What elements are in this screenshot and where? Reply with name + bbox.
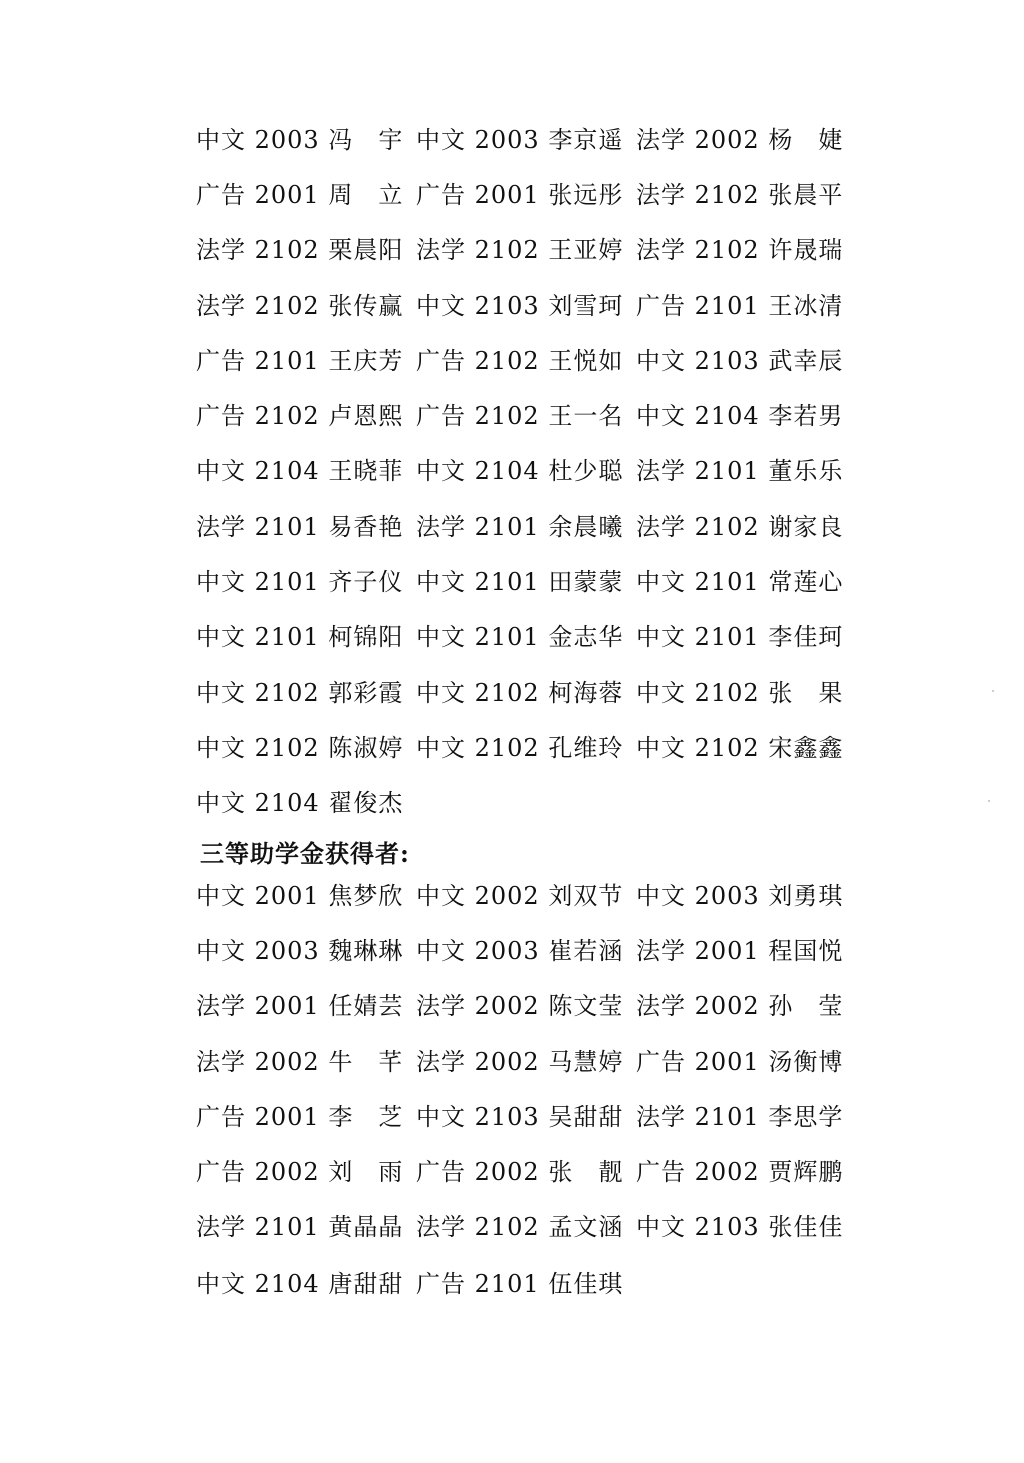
recipient-entry: 法学 2102 许晟瑞 xyxy=(636,236,844,265)
recipient-entry: 广告 2002 刘 雨 xyxy=(196,1158,404,1187)
recipient-entry: 法学 2102 张晨平 xyxy=(636,180,844,209)
recipient-entry: 中文 2102 宋鑫鑫 xyxy=(636,733,844,762)
recipient-entry: 中文 2101 柯锦阳 xyxy=(196,623,404,652)
recipient-entry: 中文 2104 唐甜甜 xyxy=(196,1270,404,1298)
recipient-entry: 法学 2101 易香艳 xyxy=(196,512,404,541)
list-row xyxy=(196,388,856,443)
list-row xyxy=(196,554,856,609)
recipient-entry: 广告 2101 王冰清 xyxy=(636,291,844,320)
recipient-entry: 中文 2103 武幸辰 xyxy=(636,346,844,375)
recipient-entry: 中文 2102 孔维玲 xyxy=(416,733,624,762)
list-row xyxy=(196,1200,856,1255)
recipient-entry: 法学 2102 张传赢 xyxy=(196,291,404,320)
recipient-entry: 中文 2104 杜少聪 xyxy=(416,457,624,486)
list-row xyxy=(196,278,856,333)
scan-speck xyxy=(988,800,990,802)
recipient-entry: 中文 2103 张佳佳 xyxy=(636,1213,844,1242)
recipient-entry: 中文 2104 李若男 xyxy=(636,402,844,431)
recipient-entry: 中文 2101 齐子仪 xyxy=(196,568,404,597)
recipient-entry: 法学 2002 杨 婕 xyxy=(636,125,844,154)
section-heading-third-class: 三等助学金获得者: xyxy=(200,839,410,868)
list-row xyxy=(196,499,856,554)
recipient-entry: 中文 2003 魏琳琳 xyxy=(196,936,404,965)
recipient-entry: 法学 2002 牛 芊 xyxy=(196,1047,404,1076)
recipient-entry: 中文 2003 崔若涵 xyxy=(416,936,624,965)
recipient-entry: 法学 2101 李思学 xyxy=(636,1102,844,1131)
list-row xyxy=(196,776,856,831)
recipient-entry: 中文 2103 吴甜甜 xyxy=(416,1102,624,1131)
recipient-entry: 法学 2102 谢家良 xyxy=(636,512,844,541)
recipient-entry: 法学 2102 栗晨阳 xyxy=(196,236,404,265)
recipient-entry: 中文 2101 常莲心 xyxy=(636,568,844,597)
recipient-entry: 法学 2102 孟文涵 xyxy=(416,1213,624,1242)
recipient-entry: 法学 2002 马慧婷 xyxy=(416,1047,624,1076)
list-row xyxy=(196,333,856,388)
scan-speck xyxy=(992,690,994,692)
list-row xyxy=(196,868,856,923)
recipient-entry: 中文 2003 刘勇琪 xyxy=(636,881,844,910)
recipient-entry: 广告 2001 张远彤 xyxy=(416,180,624,209)
recipient-entry: 广告 2002 贾辉鹏 xyxy=(636,1158,844,1187)
recipient-entry: 法学 2002 孙 莹 xyxy=(636,992,844,1021)
recipient-entry: 广告 2101 王庆芳 xyxy=(196,346,404,375)
list-row-last xyxy=(196,1262,856,1306)
recipient-entry: 广告 2001 汤衡博 xyxy=(636,1047,844,1076)
recipient-entry: 中文 2001 焦梦欣 xyxy=(196,881,404,910)
recipient-entry: 中文 2101 金志华 xyxy=(416,623,624,652)
recipient-entry: 广告 2102 卢恩熙 xyxy=(196,402,404,431)
recipient-entry: 中文 2102 郭彩霞 xyxy=(196,678,404,707)
recipient-entry: 广告 2102 王悦如 xyxy=(416,346,624,375)
recipient-entry: 中文 2002 刘双节 xyxy=(416,881,624,910)
list-row xyxy=(196,665,856,720)
list-row xyxy=(196,979,856,1034)
list-row xyxy=(196,167,856,222)
recipient-entry: 法学 2101 董乐乐 xyxy=(636,457,844,486)
list-row xyxy=(196,923,856,978)
list-row xyxy=(196,112,856,167)
recipient-entry: 中文 2101 田蒙蒙 xyxy=(416,568,624,597)
recipient-list-second-class xyxy=(196,112,856,831)
list-row xyxy=(196,444,856,499)
recipient-entry: 广告 2002 张 靓 xyxy=(416,1158,624,1187)
recipient-entry: 广告 2102 王一名 xyxy=(416,402,624,431)
recipient-entry: 中文 2003 李京遥 xyxy=(416,125,624,154)
recipient-list-third-class xyxy=(196,868,856,1255)
list-row xyxy=(196,223,856,278)
list-row xyxy=(196,610,856,665)
recipient-entry: 法学 2101 余晨曦 xyxy=(416,512,624,541)
recipient-entry: 法学 2002 陈文莹 xyxy=(416,992,624,1021)
recipient-entry: 中文 2102 柯海蓉 xyxy=(416,678,624,707)
recipient-entry: 中文 2102 陈淑婷 xyxy=(196,733,404,762)
recipient-entry: 中文 2104 翟俊杰 xyxy=(196,789,404,818)
recipient-entry: 广告 2001 周 立 xyxy=(196,180,404,209)
recipient-entry: 中文 2101 李佳珂 xyxy=(636,623,844,652)
recipient-entry: 中文 2003 冯 宇 xyxy=(196,125,404,154)
recipient-entry: 中文 2102 张 果 xyxy=(636,678,844,707)
recipient-entry: 法学 2101 黄晶晶 xyxy=(196,1213,404,1242)
recipient-entry: 中文 2103 刘雪珂 xyxy=(416,291,624,320)
list-row xyxy=(196,720,856,775)
recipient-entry: 法学 2001 程国悦 xyxy=(636,936,844,965)
recipient-entry: 广告 2101 伍佳琪 xyxy=(416,1270,624,1298)
recipient-entry: 广告 2001 李 芝 xyxy=(196,1102,404,1131)
recipient-entry: 法学 2102 王亚婷 xyxy=(416,236,624,265)
recipient-entry: 中文 2104 王晓菲 xyxy=(196,457,404,486)
list-row xyxy=(196,1144,856,1199)
list-row xyxy=(196,1089,856,1144)
recipient-entry: 法学 2001 任婧芸 xyxy=(196,992,404,1021)
list-row xyxy=(196,1034,856,1089)
